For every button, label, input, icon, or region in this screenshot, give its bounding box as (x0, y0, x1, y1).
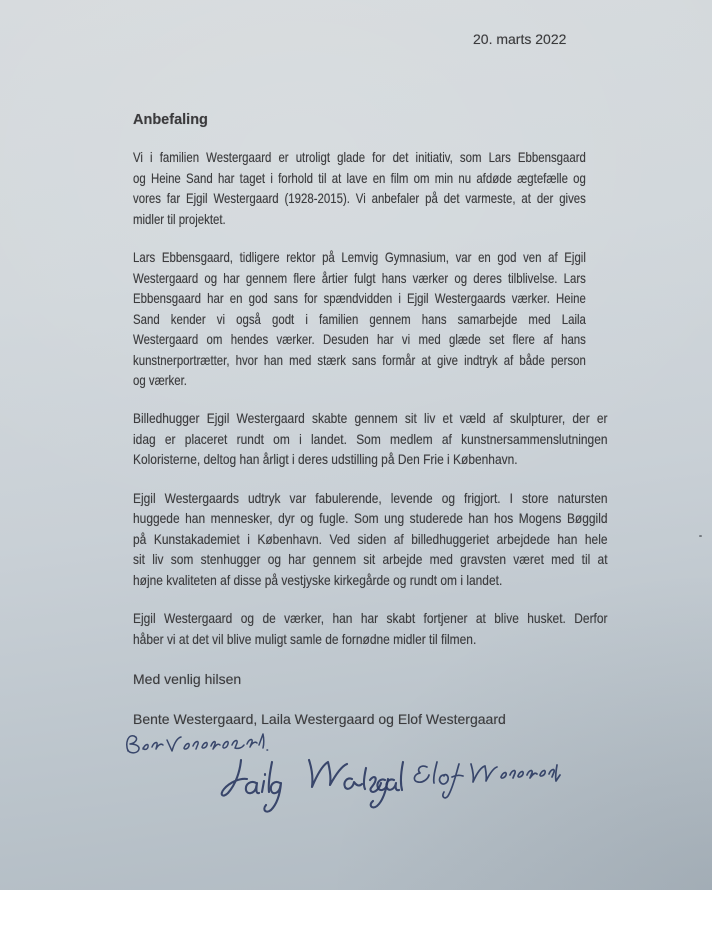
body-paragraph-5 (133, 608, 608, 649)
paragraph-line: og Heine Sand har taget i forhold til at lave en film om min nu afdøde ægtefælle og (133, 169, 586, 186)
paragraph-line: Koloristerne, deltog han årligt i deres udstilling på Den Frie i København. (133, 451, 518, 467)
paragraph-line: og værker. (133, 372, 187, 388)
letter-heading: Anbefaling (133, 112, 208, 128)
paragraph-line: Westergaard om hendes værker. Desuden har vi med glæde set flere af hans (133, 331, 586, 347)
paragraph-line: Ebbensgaard har en god sans for spændvidden i Ejgil Westergaards værker. Heine (133, 290, 586, 306)
photo-background (0, 890, 712, 930)
paragraph-line: Vi i familien Westergaard er utroligt glade for det initiativ, som Lars Ebbensgaard (133, 149, 586, 165)
paragraph-line: kunstnerportrætter, hvor han med stærk sans formår at give indtryk af både person (133, 351, 586, 368)
signature-elof (414, 762, 560, 798)
body-paragraph-2 (133, 247, 586, 391)
paragraph-line: Lars Ebbensgaard, tidligere rektor på Lemvig Gymnasium, var en god ven af Ejgil (133, 249, 586, 265)
paragraph-line: sit liv som stenhugger og har gennem sit arbejde med gravsten været med til at (133, 551, 608, 567)
letter-body-lower (133, 408, 608, 667)
paragraph-line: vores far Ejgil Westergaard (1928-2015). Vi anbefaler på det varmeste, at der gives (133, 190, 586, 206)
paragraph-line: Ejgil Westergaard og de værker, han har skabt fortjener at blive husket. Derfor (133, 610, 608, 626)
body-paragraph-1 (133, 147, 586, 229)
signature-bente (127, 734, 268, 753)
paragraph-line: huggede han mennesker, dyr og fugle. Som ung studerede han hos Mogens Bøggild (133, 510, 608, 526)
paragraph-line: på Kunstakademiet i København. Ved siden af billedhuggeriet arbejdede han hele (133, 530, 608, 547)
date-text: 20. marts 2022 (473, 31, 567, 47)
paragraph-line: håber vi at det vil blive muligt samle de fornødne midler til filmen. (133, 630, 477, 647)
signature-westergaard (309, 760, 403, 807)
paragraph-line: Westergaard og har gennem flere årtier fulgt hans værker og deres tilblivelse. Lars (133, 269, 586, 286)
signature-laila (222, 760, 281, 812)
paragraph-line: idag er placeret rundt om i landet. Som medlem af kunstnersammenslutningen (133, 430, 608, 447)
body-paragraph-4 (133, 488, 608, 591)
body-paragraph-3 (133, 408, 608, 470)
paragraph-line: højne kvaliteten af disse på vestjyske kirkegårde og rundt om i landet. (133, 571, 503, 588)
paragraph-line: Ejgil Westergaards udtryk var fabulerende, levende og frigjort. I store natursten (133, 489, 608, 506)
signatories-line: Bente Westergaard, Laila Westergaard og Elof Westergaard (133, 711, 506, 727)
handwritten-signatures (115, 725, 675, 820)
closing-salutation: Med venlig hilsen (133, 671, 242, 687)
paragraph-line: Sand kender vi også godt i familien gennem hans samarbejde med Laila (133, 310, 586, 327)
paragraph-line: Billedhugger Ejgil Westergaard skabte gennem sit liv et væld af skulpturer, der er (133, 410, 608, 426)
paper-speck (699, 535, 702, 537)
paragraph-line: midler til projektet. (133, 210, 226, 227)
letter-body-upper (133, 147, 586, 409)
